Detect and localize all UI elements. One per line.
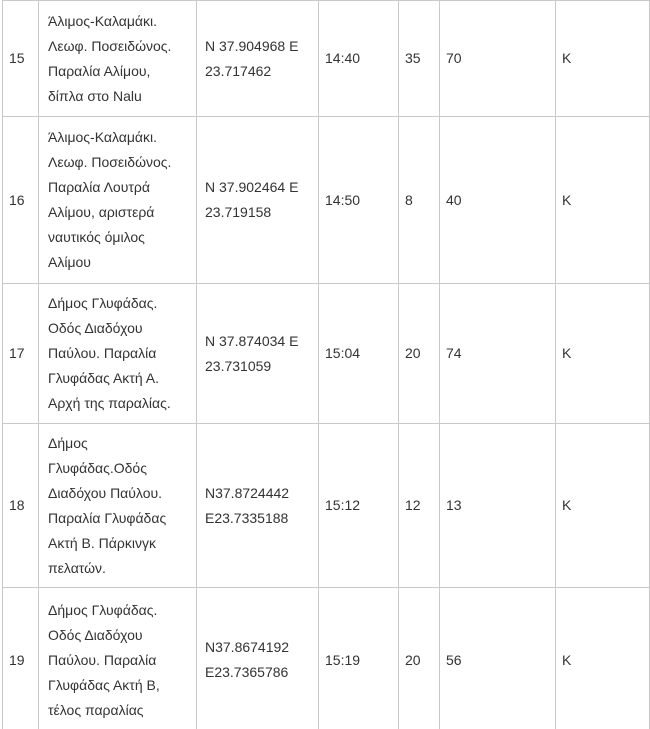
- coordinate-line: 23.731059: [205, 357, 272, 374]
- value-2-cell: 56: [440, 588, 556, 729]
- time-cell: 15:19: [319, 588, 399, 729]
- table-row: [3, 588, 650, 729]
- location-line: τέλος παραλίας: [48, 701, 144, 718]
- row-number: 17: [3, 284, 39, 424]
- value-1-cell: 20: [399, 284, 440, 424]
- value-1-cell: 20: [399, 588, 440, 729]
- location-line: Παραλία Αλίμου,: [48, 62, 151, 79]
- time-cell: 15:12: [319, 424, 399, 588]
- location-line: Παραλία Λουτρά: [48, 179, 150, 195]
- coordinates-cell: [197, 284, 319, 424]
- value-2-cell: 13: [440, 424, 556, 588]
- location-line: Διαδόχου Παύλου.: [48, 484, 163, 501]
- table-row: [3, 117, 650, 284]
- coordinate-line: N 37.902464 E: [205, 179, 299, 195]
- location-line: πελατών.: [48, 559, 106, 576]
- location-line: Ακτή Β. Πάρκινγκ: [48, 534, 156, 551]
- coordinate-line: 23.719158: [205, 204, 272, 220]
- value-1-cell: 12: [399, 424, 440, 588]
- row-number: 16: [3, 117, 39, 284]
- coordinate-line: N 37.904968 E: [205, 37, 299, 54]
- class-cell: Κ: [556, 117, 650, 284]
- coordinate-line: N 37.874034 E: [205, 332, 299, 349]
- coordinate-line: E23.7365786: [205, 664, 289, 680]
- time-cell: 14:50: [319, 117, 399, 284]
- location-cell: [39, 1, 197, 117]
- location-line: Γλυφάδας.Οδός: [48, 459, 147, 476]
- location-line: Αρχή της παραλίας.: [48, 395, 171, 411]
- location-line: Άλιμος-Καλαμάκι.: [48, 129, 158, 145]
- table-row: [3, 424, 650, 588]
- location-line: Δήμος: [48, 434, 88, 451]
- coordinate-line: 23.717462: [205, 62, 272, 79]
- location-line: Λεωφ. Ποσειδώνος.: [48, 154, 172, 170]
- value-1-cell: 8: [399, 117, 440, 284]
- time-cell: 14:40: [319, 1, 399, 117]
- location-cell: [39, 284, 197, 424]
- coordinate-line: E23.7335188: [205, 509, 289, 526]
- sampling-points-table: [2, 0, 650, 729]
- time-cell: 15:04: [319, 284, 399, 424]
- value-2-cell: 70: [440, 1, 556, 117]
- location-line: Γλυφάδας Ακτή Β,: [48, 676, 160, 693]
- location-cell: [39, 588, 197, 729]
- value-1-cell: 35: [399, 1, 440, 117]
- location-line: Άλιμος-Καλαμάκι.: [48, 12, 158, 29]
- class-cell: Κ: [556, 424, 650, 588]
- location-line: Οδός Διαδόχου: [48, 626, 143, 643]
- coordinate-line: N37.8724442: [205, 484, 290, 501]
- location-cell: [39, 424, 197, 588]
- location-line: Οδός Διαδόχου: [48, 320, 143, 336]
- table-row: [3, 284, 650, 424]
- location-line: Γλυφάδας Ακτή Α.: [48, 370, 159, 386]
- location-line: Αλίμου: [48, 254, 91, 270]
- value-2-cell: 74: [440, 284, 556, 424]
- location-line: ναυτικός όμιλος: [48, 229, 145, 245]
- value-2-cell: 40: [440, 117, 556, 284]
- coordinates-cell: [197, 588, 319, 729]
- class-cell: Κ: [556, 588, 650, 729]
- location-line: Παύλου. Παραλία: [48, 651, 157, 668]
- row-number: 18: [3, 424, 39, 588]
- location-line: Παραλία Γλυφάδας: [48, 509, 167, 526]
- location-line: Παύλου. Παραλία: [48, 345, 157, 361]
- location-line: δίπλα στο Nalu: [48, 87, 142, 104]
- location-line: Αλίμου, αριστερά: [48, 204, 155, 220]
- row-number: 15: [3, 1, 39, 117]
- coordinates-cell: [197, 1, 319, 117]
- coordinates-cell: [197, 117, 319, 284]
- location-cell: [39, 117, 197, 284]
- row-number: 19: [3, 588, 39, 729]
- location-line: Δήμος Γλυφάδας.: [48, 601, 158, 618]
- table-row: [3, 1, 650, 117]
- coordinates-cell: [197, 424, 319, 588]
- location-line: Δήμος Γλυφάδας.: [48, 295, 158, 311]
- location-line: Λεωφ. Ποσειδώνος.: [48, 37, 172, 54]
- class-cell: Κ: [556, 1, 650, 117]
- coordinate-line: N37.8674192: [205, 639, 290, 655]
- class-cell: Κ: [556, 284, 650, 424]
